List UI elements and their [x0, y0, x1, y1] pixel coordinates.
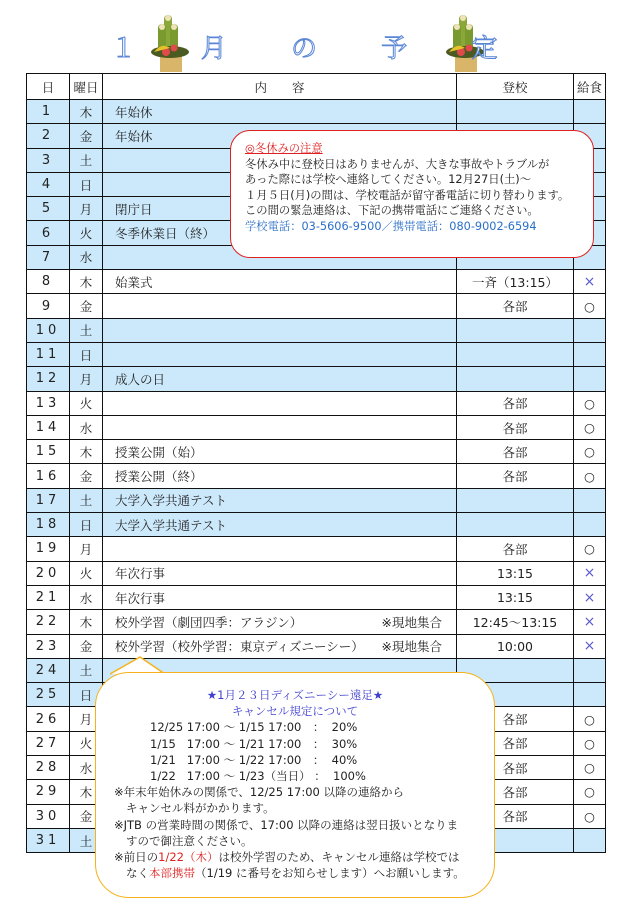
note-date-highlight: 1/22（木）: [158, 850, 219, 865]
content-cell: [103, 610, 457, 634]
attend-cell: 一斉（13:15）: [457, 270, 574, 294]
table-row: [27, 415, 606, 439]
winter-notice-line: あった際には学校へ連絡してください。12月27日(土)～: [245, 173, 531, 186]
day-cell: 15: [27, 440, 70, 464]
weekday-cell: 月: [70, 197, 103, 221]
content-cell: [103, 634, 457, 658]
header-day: 日: [27, 74, 70, 100]
lunch-cell: ○: [574, 391, 606, 415]
cancel-note: すので御注意ください。: [126, 833, 253, 848]
weekday-cell: 日: [70, 172, 103, 196]
day-cell: 4: [27, 172, 70, 196]
weekday-cell: 土: [70, 828, 103, 852]
header-content: 内 容: [103, 74, 457, 100]
table-row: [27, 634, 606, 658]
content-text: 大学入学共通テスト: [115, 517, 228, 533]
weekday-cell: 木: [70, 780, 103, 804]
table-row: [27, 391, 606, 415]
weekday-cell: 金: [70, 804, 103, 828]
day-cell: 1: [27, 100, 70, 124]
lunch-cell: [574, 683, 606, 707]
weekday-cell: 金: [70, 634, 103, 658]
content-cell: [103, 270, 457, 294]
attend-cell: [457, 367, 574, 391]
attend-cell: 12:45〜13:15: [457, 610, 574, 634]
lunch-cell: ○: [574, 780, 606, 804]
content-cell: [103, 585, 457, 609]
day-cell: 16: [27, 464, 70, 488]
day-cell: 5: [27, 197, 70, 221]
attend-cell: [457, 318, 574, 342]
content-cell: [103, 440, 457, 464]
day-cell: 14: [27, 415, 70, 439]
day-cell: 26: [27, 707, 70, 731]
day-cell: 27: [27, 731, 70, 755]
content-cell: [103, 367, 457, 391]
table-row: [27, 318, 606, 342]
day-cell: 28: [27, 756, 70, 780]
day-cell: 8: [27, 270, 70, 294]
cancel-note: [114, 865, 476, 881]
content-text: 授業公開（終）: [115, 469, 203, 485]
lunch-cell: ×: [574, 610, 606, 634]
attend-cell: [457, 488, 574, 512]
day-cell: 25: [27, 683, 70, 707]
table-row: [27, 100, 606, 124]
table-row: [27, 513, 606, 537]
day-cell: 12: [27, 367, 70, 391]
lunch-cell: [574, 828, 606, 852]
weekday-cell: 日: [70, 683, 103, 707]
lunch-cell: ×: [574, 270, 606, 294]
weekday-cell: 金: [70, 124, 103, 148]
content-text: 閉庁日: [115, 201, 153, 217]
content-text: 年始休: [115, 128, 153, 144]
weekday-cell: 月: [70, 537, 103, 561]
day-cell: 2: [27, 124, 70, 148]
day-cell: 31: [27, 828, 70, 852]
lunch-cell: ○: [574, 731, 606, 755]
winter-notice-line: １月５日(月)の間は、学校電話が留守番電話に切り替わります。: [245, 188, 570, 202]
attend-cell: 13:15: [457, 585, 574, 609]
weekday-cell: 水: [70, 415, 103, 439]
attend-cell: 各部: [457, 537, 574, 561]
table-header: [27, 74, 606, 100]
lunch-cell: [574, 342, 606, 366]
content-cell: [103, 342, 457, 366]
weekday-cell: 火: [70, 731, 103, 755]
attend-cell: 各部: [457, 415, 574, 439]
header-attend: 登校: [457, 74, 574, 100]
page-title: １ 月 の 予 定: [110, 34, 526, 64]
lunch-cell: ○: [574, 294, 606, 318]
table-row: [27, 464, 606, 488]
content-text: 始業式: [115, 274, 153, 290]
attend-cell: 各部: [457, 780, 574, 804]
attend-cell: 各部: [457, 804, 574, 828]
lunch-cell: ○: [574, 464, 606, 488]
weekday-cell: 水: [70, 585, 103, 609]
cancel-policy-callout: [95, 672, 495, 898]
header-lunch: 給食: [574, 74, 606, 100]
content-cell: [103, 100, 457, 124]
lunch-cell: [574, 100, 606, 124]
attend-cell: 各部: [457, 731, 574, 755]
day-cell: 6: [27, 221, 70, 245]
weekday-cell: 土: [70, 658, 103, 682]
day-cell: 17: [27, 488, 70, 512]
table-row: [27, 440, 606, 464]
day-cell: 11: [27, 342, 70, 366]
weekday-cell: 木: [70, 610, 103, 634]
day-cell: 19: [27, 537, 70, 561]
content-cell: [103, 391, 457, 415]
cancel-note: ※年末年始休みの関係で、12/25 17:00 以降の連絡から: [114, 785, 404, 800]
weekday-cell: 金: [70, 464, 103, 488]
attend-cell: 13:15: [457, 561, 574, 585]
weekday-cell: 土: [70, 318, 103, 342]
table-row: [27, 367, 606, 391]
cancel-note: [114, 849, 476, 865]
lunch-cell: ○: [574, 804, 606, 828]
day-cell: 9: [27, 294, 70, 318]
cancel-note: キャンセル料がかかります。: [126, 801, 275, 816]
attend-cell: 10:00: [457, 634, 574, 658]
content-text: 年始休: [115, 104, 153, 120]
content-note: ※現地集合: [381, 614, 442, 630]
weekday-cell: 火: [70, 221, 103, 245]
content-text: 校外学習（校外学習：東京ディズニーシー）: [115, 639, 364, 655]
content-text: 校外学習（劇団四季：アラジン）: [115, 614, 303, 630]
weekday-cell: 木: [70, 270, 103, 294]
cancel-rate: 12/25 17:00 ～ 1/15 17:00 ： 20%: [150, 720, 358, 735]
weekday-cell: 日: [70, 513, 103, 537]
cancel-rate: 1/15 17:00 ～ 1/21 17:00 ： 30%: [150, 736, 358, 751]
attend-cell: 各部: [457, 294, 574, 318]
content-cell: [103, 488, 457, 512]
day-cell: 10: [27, 318, 70, 342]
note-text: ※前日の: [114, 850, 159, 865]
table-row: [27, 342, 606, 366]
lunch-cell: [574, 488, 606, 512]
lunch-cell: ×: [574, 561, 606, 585]
content-cell: [103, 318, 457, 342]
content-text: 成人の日: [115, 371, 166, 387]
lunch-cell: [574, 318, 606, 342]
winter-notice-callout: [230, 130, 594, 258]
weekday-cell: 水: [70, 756, 103, 780]
attend-cell: 各部: [457, 707, 574, 731]
weekday-cell: 木: [70, 100, 103, 124]
attend-cell: [457, 513, 574, 537]
day-cell: 3: [27, 148, 70, 172]
lunch-cell: [574, 513, 606, 537]
winter-notice-heading: ◎冬休みの注意: [245, 142, 323, 155]
attend-cell: 各部: [457, 391, 574, 415]
content-cell: [103, 537, 457, 561]
content-cell: [103, 294, 457, 318]
lunch-cell: ○: [574, 756, 606, 780]
attend-cell: [457, 100, 574, 124]
note-text: （1/19 に番号をお知らせします）へお願いします。: [195, 866, 465, 881]
content-cell: [103, 561, 457, 585]
cancel-rate: 1/22 17:00 ～ 1/23（当日） ： 100%: [150, 769, 366, 784]
day-cell: 22: [27, 610, 70, 634]
weekday-cell: 火: [70, 561, 103, 585]
day-cell: 20: [27, 561, 70, 585]
day-cell: 24: [27, 658, 70, 682]
attend-cell: 各部: [457, 464, 574, 488]
table-row: [27, 294, 606, 318]
content-note: ※現地集合: [381, 639, 442, 655]
phone-numbers: 学校電話：03-5606-9500／携帯電話：080-9002-6594: [245, 219, 537, 233]
content-text: 年次行事: [115, 566, 166, 582]
lunch-cell: ○: [574, 537, 606, 561]
weekday-cell: 水: [70, 245, 103, 269]
table-row: [27, 610, 606, 634]
attend-cell: 各部: [457, 756, 574, 780]
table-row: [27, 270, 606, 294]
day-cell: 30: [27, 804, 70, 828]
weekday-cell: 金: [70, 294, 103, 318]
weekday-cell: 土: [70, 148, 103, 172]
content-cell: [103, 513, 457, 537]
day-cell: 13: [27, 391, 70, 415]
day-cell: 21: [27, 585, 70, 609]
lunch-cell: ○: [574, 415, 606, 439]
content-text: 年次行事: [115, 590, 166, 606]
lunch-cell: ○: [574, 440, 606, 464]
lunch-cell: [574, 367, 606, 391]
day-cell: 29: [27, 780, 70, 804]
content-text: 授業公開（始）: [115, 444, 203, 460]
content-cell: [103, 464, 457, 488]
note-contact-highlight: 本部携帯: [149, 866, 195, 881]
lunch-cell: ○: [574, 707, 606, 731]
winter-notice-line: この間の緊急連絡は、下記の携帯電話にご連絡ください。: [245, 204, 539, 217]
weekday-cell: 日: [70, 342, 103, 366]
content-cell: [103, 415, 457, 439]
day-cell: 18: [27, 513, 70, 537]
lunch-cell: ×: [574, 585, 606, 609]
day-cell: 23: [27, 634, 70, 658]
weekday-cell: 土: [70, 488, 103, 512]
cancel-note: ※JTB の営業時間の関係で、17:00 以降の連絡は翌日扱いとなりま: [114, 817, 459, 832]
table-row: [27, 488, 606, 512]
winter-notice-line: 冬休み中に登校日はありませんが、大きな事故やトラブルが: [245, 157, 550, 171]
note-text: なく: [126, 866, 149, 881]
attend-cell: [457, 342, 574, 366]
content-text: 冬季休業日（終）: [115, 226, 216, 242]
note-text: は校外学習のため、キャンセル連絡は学校では: [218, 850, 460, 865]
table-row: [27, 561, 606, 585]
table-row: [27, 585, 606, 609]
weekday-cell: 火: [70, 391, 103, 415]
weekday-cell: 月: [70, 367, 103, 391]
table-row: [27, 537, 606, 561]
cancel-heading: ★1月２３日ディズニーシー遠足★: [206, 688, 384, 702]
cancel-subheading: キャンセル規定について: [231, 704, 359, 719]
weekday-cell: 木: [70, 440, 103, 464]
attend-cell: 各部: [457, 440, 574, 464]
content-text: 大学入学共通テスト: [115, 493, 228, 509]
header-weekday: 曜日: [70, 74, 103, 100]
day-cell: 7: [27, 245, 70, 269]
weekday-cell: 月: [70, 707, 103, 731]
cancel-rate: 1/21 17:00 ～ 1/22 17:00 ： 40%: [150, 752, 358, 767]
lunch-cell: [574, 658, 606, 682]
lunch-cell: ×: [574, 634, 606, 658]
